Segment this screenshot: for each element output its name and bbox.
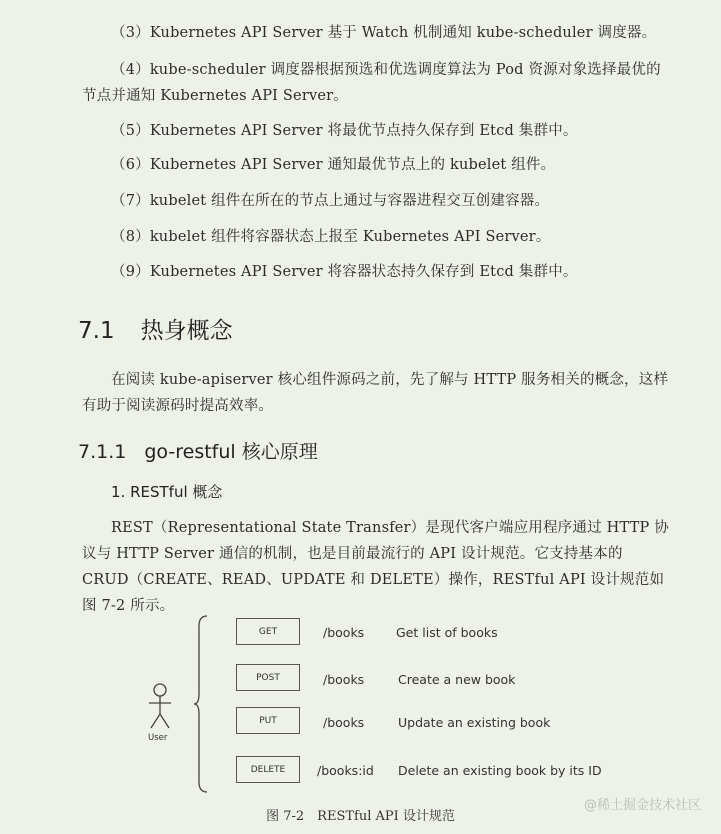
brace-icon [193,614,209,794]
figure-caption: 图 7-2 RESTful API 设计规范 [266,809,455,824]
desc-delete: Delete an existing book by its ID [398,763,602,778]
figure-rest-api [0,600,721,834]
subsection-heading [78,437,318,464]
step-5: （5）Kubernetes API Server 将最优节点持久保存到 Etcd 集群中。 [111,123,578,139]
desc-post: Create a new book [398,672,516,687]
step-9: （9）Kubernetes API Server 将容器状态持久保存到 Etcd 集群中。 [111,264,578,280]
intro-paragraph: 在阅读 kube-apiserver 核心组件源码之前，先了解与 HTTP 服务相关的概念，这样有助于阅读源码时提高效率。 [82,372,669,414]
watermark: @稀土掘金技术社区 [583,798,701,813]
subsection-number: 7.1.1 [78,441,127,463]
method-box-get: GET [236,618,300,645]
path-post: /books [323,672,365,687]
rest-paragraph: REST（Representational State Transfer）是现代客户端应用程序通过 HTTP 协议与 HTTP Server 通信的机制，也是目前最流行的 API 设计规范。它支持基本的 CRUD（CREATE、READ、UPDATE 和 DELETE）操作，RESTful API 设计规范如图 7-2 所示。 [82,520,669,614]
user-stick-figure-icon [145,682,175,732]
path-delete: /books:id [317,763,374,778]
subsubsection-heading: 1. RESTful 概念 [111,483,223,501]
desc-put: Update an existing book [398,715,551,730]
desc-get: Get list of books [396,625,498,640]
step-6: （6）Kubernetes API Server 通知最优节点上的 kubelet 组件。 [111,157,556,173]
section-heading [78,312,233,345]
path-put: /books [323,715,365,730]
path-get: /books [323,625,365,640]
section-number: 7.1 [78,318,115,344]
step-3: （3）Kubernetes API Server 基于 Watch 机制通知 kube-scheduler 调度器。 [111,25,657,41]
step-8: （8）kubelet 组件将容器状态上报至 Kubernetes API Server。 [111,229,551,245]
step-4: （4）kube-scheduler 调度器根据预选和优选调度算法为 Pod 资源对象选择最优的节点并通知 Kubernetes API Server。 [82,62,661,104]
method-box-post: POST [236,664,300,691]
section-title: 热身概念 [140,318,233,344]
step-7: （7）kubelet 组件在所在的节点上通过与容器进程交互创建容器。 [111,193,550,209]
user-label: User [148,733,168,743]
method-box-delete: DELETE [236,756,300,783]
method-box-put: PUT [236,707,300,734]
subsection-title: go-restful 核心原理 [144,441,318,463]
